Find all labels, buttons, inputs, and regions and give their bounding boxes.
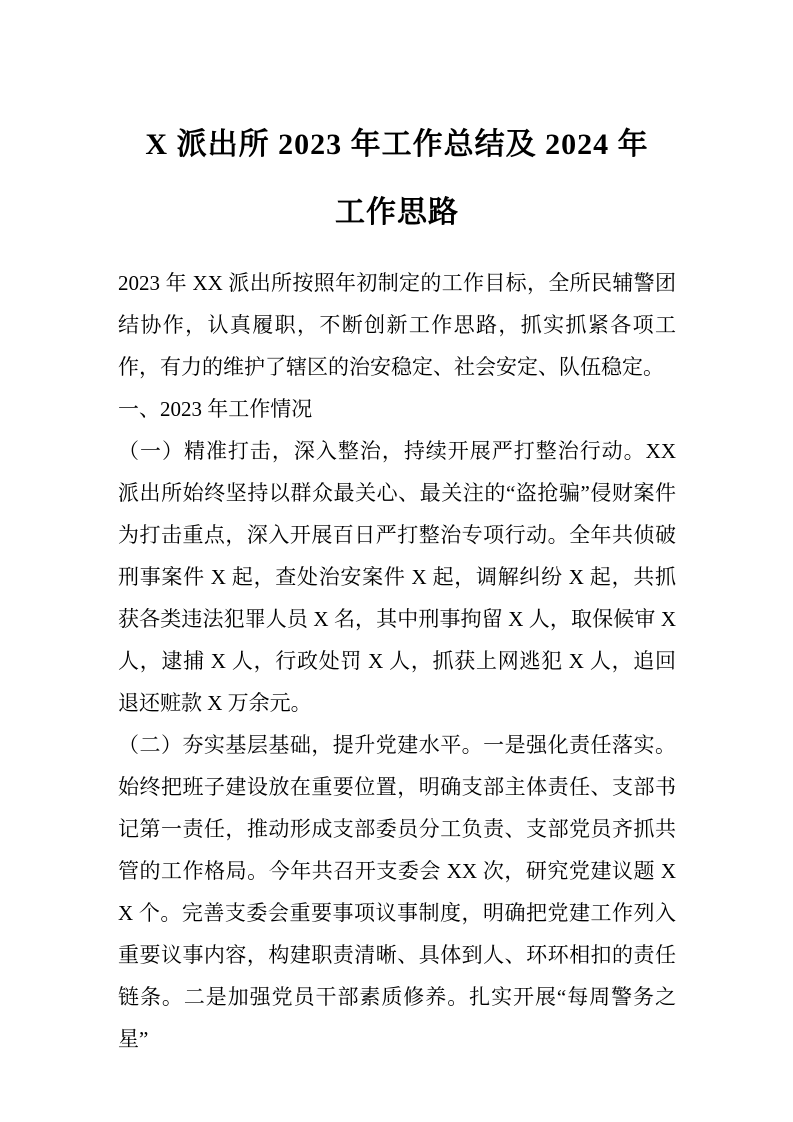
paragraph-section-2: （二）夯实基层基础，提升党建水平。一是强化责任落实。始终把班子建设放在重要位置，明确支部主体责任、支部书记第一责任，推动形成支部委员分工负责、支部党员齐抓共管的工作格局。今年共召开支委会 XX 次，研究党建议题 XX 个。完善支委会重要事项议事制度，明确把党建工作列入重要议事内容，构建职责清晰、具体到人、环环相扣的责任链条。二是加强党员干部素质修养。扎实开展“每周警务之星” [118, 733, 676, 1051]
paragraph-intro: 2023 年 XX 派出所按照年初制定的工作目标，全所民辅警团结协作，认真履职，不断创新工作思路，抓实抓紧各项工作，有力的维护了辖区的治安稳定、社会安定、队伍稳定。 [118, 271, 676, 379]
paragraph-section-1: （一）精准打击，深入整治，持续开展严打整治行动。XX 派出所始终坚持以群众最关心、最关注的“盗抢骗”侵财案件为打击重点，深入开展百日严打整治专项行动。全年共侦破刑事案件 X 起，查处治安案件 X 起，调解纠纷 X 起，共抓获各类违法犯罪人员 X 名，其中刑事拘留 X 人，取保候审 X 人，逮捕 X 人，行政处罚 X 人，抓获上网逃犯 X 人，追回退还赃款 X 万余元。 [118, 439, 676, 715]
section-heading-2023-work: 一、2023 年工作情况 [118, 397, 313, 421]
document-title-line-1: X 派出所 2023 年工作总结及 2024 年 [145, 128, 649, 161]
document-title-line-2: 工作思路 [335, 196, 459, 229]
document-title [118, 111, 676, 247]
document-body [118, 262, 676, 1060]
